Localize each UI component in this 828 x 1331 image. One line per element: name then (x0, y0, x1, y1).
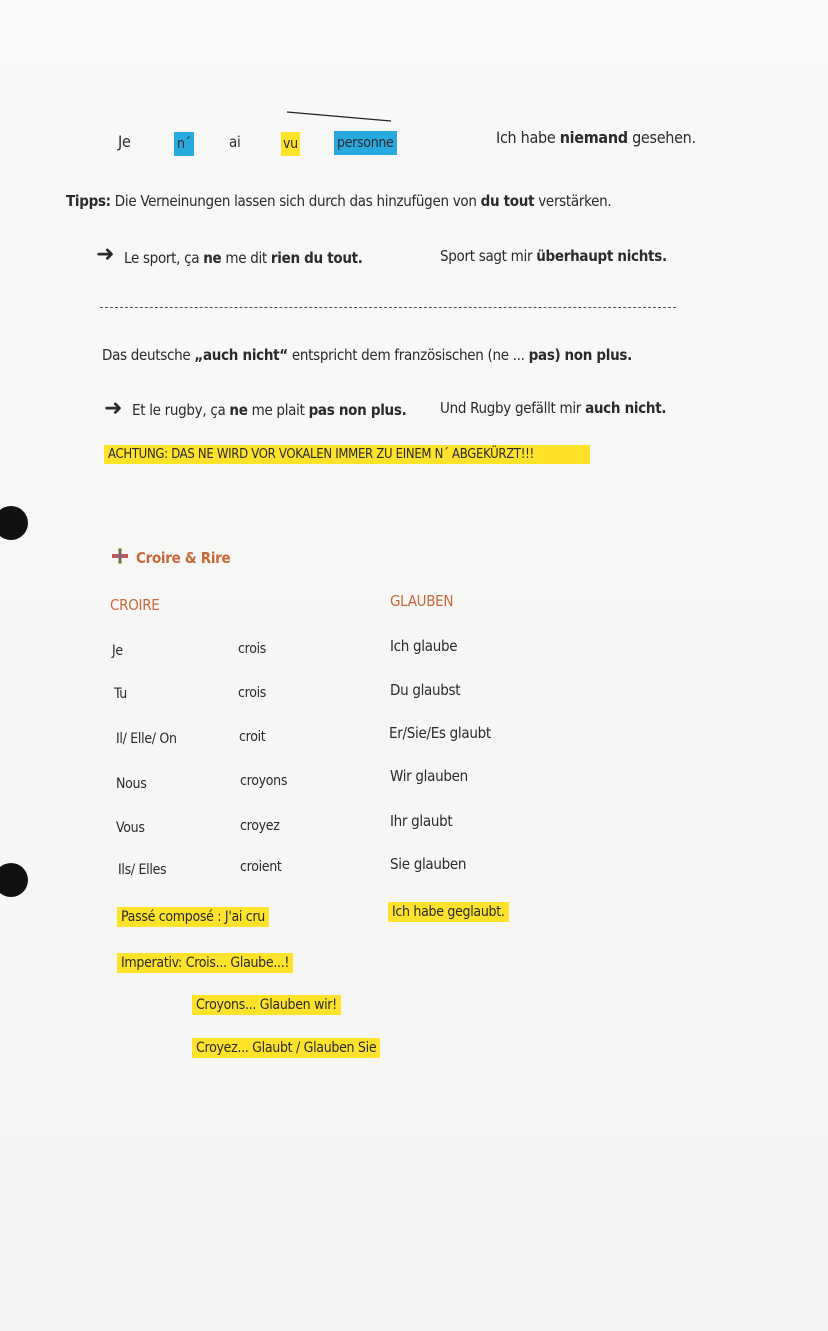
example-fr-part: Et le rugby, ça (132, 401, 226, 419)
german-form: Ich glaube (390, 637, 458, 655)
example-de-bold: auch nicht. (585, 399, 667, 417)
pronoun: Vous (116, 820, 145, 836)
achtung-note: ACHTUNG: DAS NE WIRD VOR VOKALEN IMMER ZU EINEM N´ ABGEKÜRZT!!! (104, 445, 590, 464)
auch-nicht-bold: „auch nicht“ (194, 346, 288, 364)
verb-form: croyez (240, 818, 280, 834)
example-non-plus-fr (132, 401, 406, 419)
german-form: Ihr glaubt (390, 812, 453, 830)
example-fr-bold: pas non plus. (308, 401, 407, 419)
translation-plain: Ich habe (496, 128, 556, 147)
example-fr-bold: ne (229, 401, 248, 419)
pronoun: Ils/ Elles (118, 862, 167, 878)
arrow-icon: ➜ (96, 242, 115, 267)
german-form: Wir glauben (390, 767, 468, 785)
translation-bold: niemand (559, 128, 628, 147)
section-title: Croire & Rire (136, 549, 231, 567)
tipps-text-before: Die Verneinungen lassen sich durch das hinzufügen von (114, 192, 477, 210)
word-je: Je (118, 132, 131, 151)
top-translation (496, 128, 696, 147)
word-ai: ai (229, 133, 241, 151)
header-glauben: GLAUBEN (390, 592, 454, 610)
example-de-part: Sport sagt mir (440, 247, 533, 265)
german-form: Sie glauben (390, 855, 467, 873)
example-fr-part: me dit (225, 249, 267, 267)
auch-nicht-bold: non plus. (564, 346, 632, 364)
pronoun: Je (112, 643, 123, 659)
imperativ-line-3: Croyez... Glaubt / Glauben Sie (192, 1038, 380, 1058)
plus-icon (110, 546, 130, 566)
example-de-part: Und Rugby gefällt mir (440, 399, 582, 417)
german-form: Du glaubst (390, 681, 461, 699)
verb-form: croyons (240, 773, 288, 789)
example-du-tout-de (440, 247, 667, 265)
verb-form: croit (239, 729, 266, 745)
example-fr-bold: ne (203, 249, 222, 267)
tipps-text-after: verstärken. (538, 192, 612, 210)
dashed-divider (100, 307, 676, 308)
german-form: Er/Sie/Es glaubt (389, 724, 491, 742)
imperativ-line-1: Imperativ: Crois... Glaube...! (117, 953, 293, 973)
header-croire: CROIRE (110, 596, 160, 614)
verb-form: crois (238, 685, 267, 701)
pronoun: Nous (116, 776, 147, 792)
passe-compose-de: Ich habe geglaubt. (388, 902, 509, 922)
pronoun: Il/ Elle/ On (116, 731, 177, 747)
punch-hole-top (0, 506, 28, 540)
example-fr-part: me plait (251, 401, 305, 419)
example-non-plus-de (440, 399, 666, 417)
translation-end: gesehen. (632, 128, 696, 147)
tipps-text-bold: du tout (480, 192, 535, 210)
auch-nicht-text: Das deutsche (102, 346, 191, 364)
auch-nicht-line (102, 346, 632, 364)
verb-form: crois (238, 641, 267, 657)
connector-line (285, 108, 395, 124)
arrow-icon: ➜ (104, 396, 123, 421)
passe-compose: Passé composé : J'ai cru (117, 907, 269, 927)
pronoun: Tu (114, 686, 127, 702)
example-fr-bold: rien du tout. (270, 249, 363, 267)
imperativ-line-2: Croyons... Glauben wir! (192, 995, 341, 1015)
auch-nicht-text: entspricht dem französischen (291, 346, 484, 364)
example-de-bold: überhaupt nichts. (536, 247, 667, 265)
word-personne: personne (334, 131, 397, 155)
verb-form: croient (240, 859, 282, 875)
example-du-tout-fr (124, 249, 363, 267)
punch-hole-bottom (0, 863, 28, 897)
tipps-label: Tipps: (66, 192, 111, 210)
word-n: n´ (174, 132, 194, 156)
example-fr-part: Le sport, ça (124, 249, 200, 267)
auch-nicht-bold: pas) (528, 346, 561, 364)
tipps-line (66, 192, 611, 210)
word-vu: vu (281, 132, 300, 156)
auch-nicht-text: (ne ... (487, 346, 525, 364)
